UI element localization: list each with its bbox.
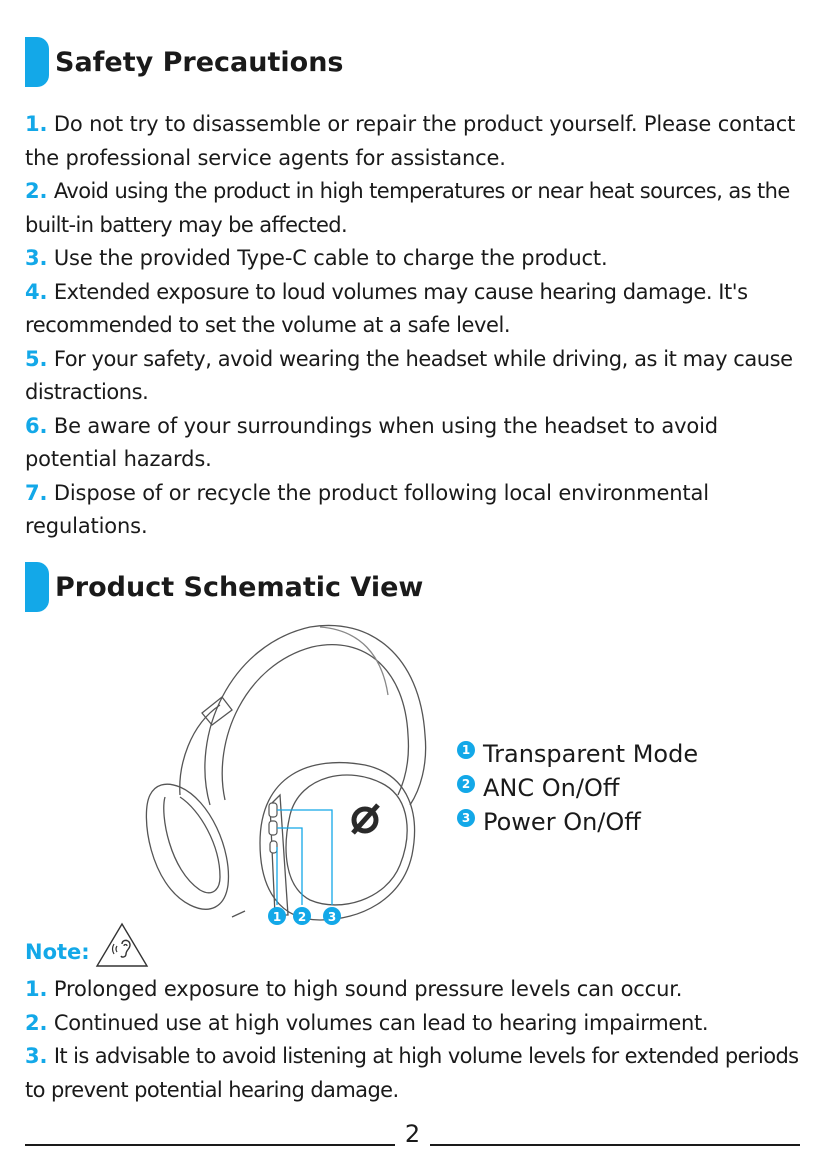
- schematic-legend: [457, 737, 698, 839]
- callout-2: 2: [297, 910, 307, 924]
- footer-rule-right: [430, 1144, 800, 1146]
- callout-markers: [268, 907, 341, 925]
- legend-number: 1: [457, 741, 475, 759]
- hearing-warning-icon: [95, 922, 149, 968]
- section-accent-bar: [25, 562, 49, 612]
- legend-item: [457, 771, 698, 805]
- safety-item: 3. Use the provided Type-C cable to charge the product.: [25, 246, 608, 270]
- note-item: 1. Prolonged exposure to high sound pressure levels can occur.: [25, 977, 683, 1001]
- callout-3: 3: [327, 910, 337, 924]
- legend-number: 3: [457, 809, 475, 827]
- safety-item: 7. Dispose of or recycle the product following local environmental regulations.: [25, 480, 709, 538]
- schematic-section-header: [25, 562, 423, 612]
- schematic-title: Product Schematic View: [55, 571, 424, 603]
- safety-list: [25, 108, 805, 544]
- safety-title: Safety Precautions: [55, 46, 344, 78]
- power-logo-icon: [353, 805, 378, 833]
- safety-item: 4. Extended exposure to loud volumes may cause hearing damage. It's recommended to set the volume at a safe level.: [25, 279, 748, 337]
- note-item: 2. Continued use at high volumes can lead to hearing impairment.: [25, 1010, 709, 1035]
- safety-item: 2. Avoid using the product in high temperatures or near heat sources, as the built-in battery may be affected.: [25, 179, 790, 237]
- headphone-illustration: [120, 615, 430, 933]
- safety-item: 6. Be aware of your surroundings when using the headset to avoid potential hazards.: [25, 413, 718, 471]
- legend-item: [457, 737, 698, 771]
- page-footer: [25, 1120, 800, 1150]
- legend-label: Power On/Off: [483, 808, 641, 836]
- legend-label: ANC On/Off: [483, 774, 620, 802]
- legend-item: [457, 805, 698, 839]
- callout-1: 1: [272, 910, 282, 924]
- legend-number: 2: [457, 775, 475, 793]
- safety-item: 5. For your safety, avoid wearing the headset while driving, as it may cause distractions.: [25, 346, 793, 404]
- note-label: Note:: [25, 940, 90, 964]
- safety-item: 1. Do not try to disassemble or repair the product yourself. Please contact the professional service agents for assistance.: [25, 112, 796, 170]
- footer-rule-left: [25, 1144, 395, 1146]
- page-number: 2: [404, 1120, 421, 1148]
- note-list: [25, 973, 805, 1107]
- legend-label: Transparent Mode: [483, 740, 699, 768]
- note-item: 3. It is advisable to avoid listening at high volume levels for extended periods to prevent potential hearing damage.: [25, 1044, 799, 1102]
- safety-section-header: [25, 37, 344, 87]
- section-accent-bar: [25, 37, 49, 87]
